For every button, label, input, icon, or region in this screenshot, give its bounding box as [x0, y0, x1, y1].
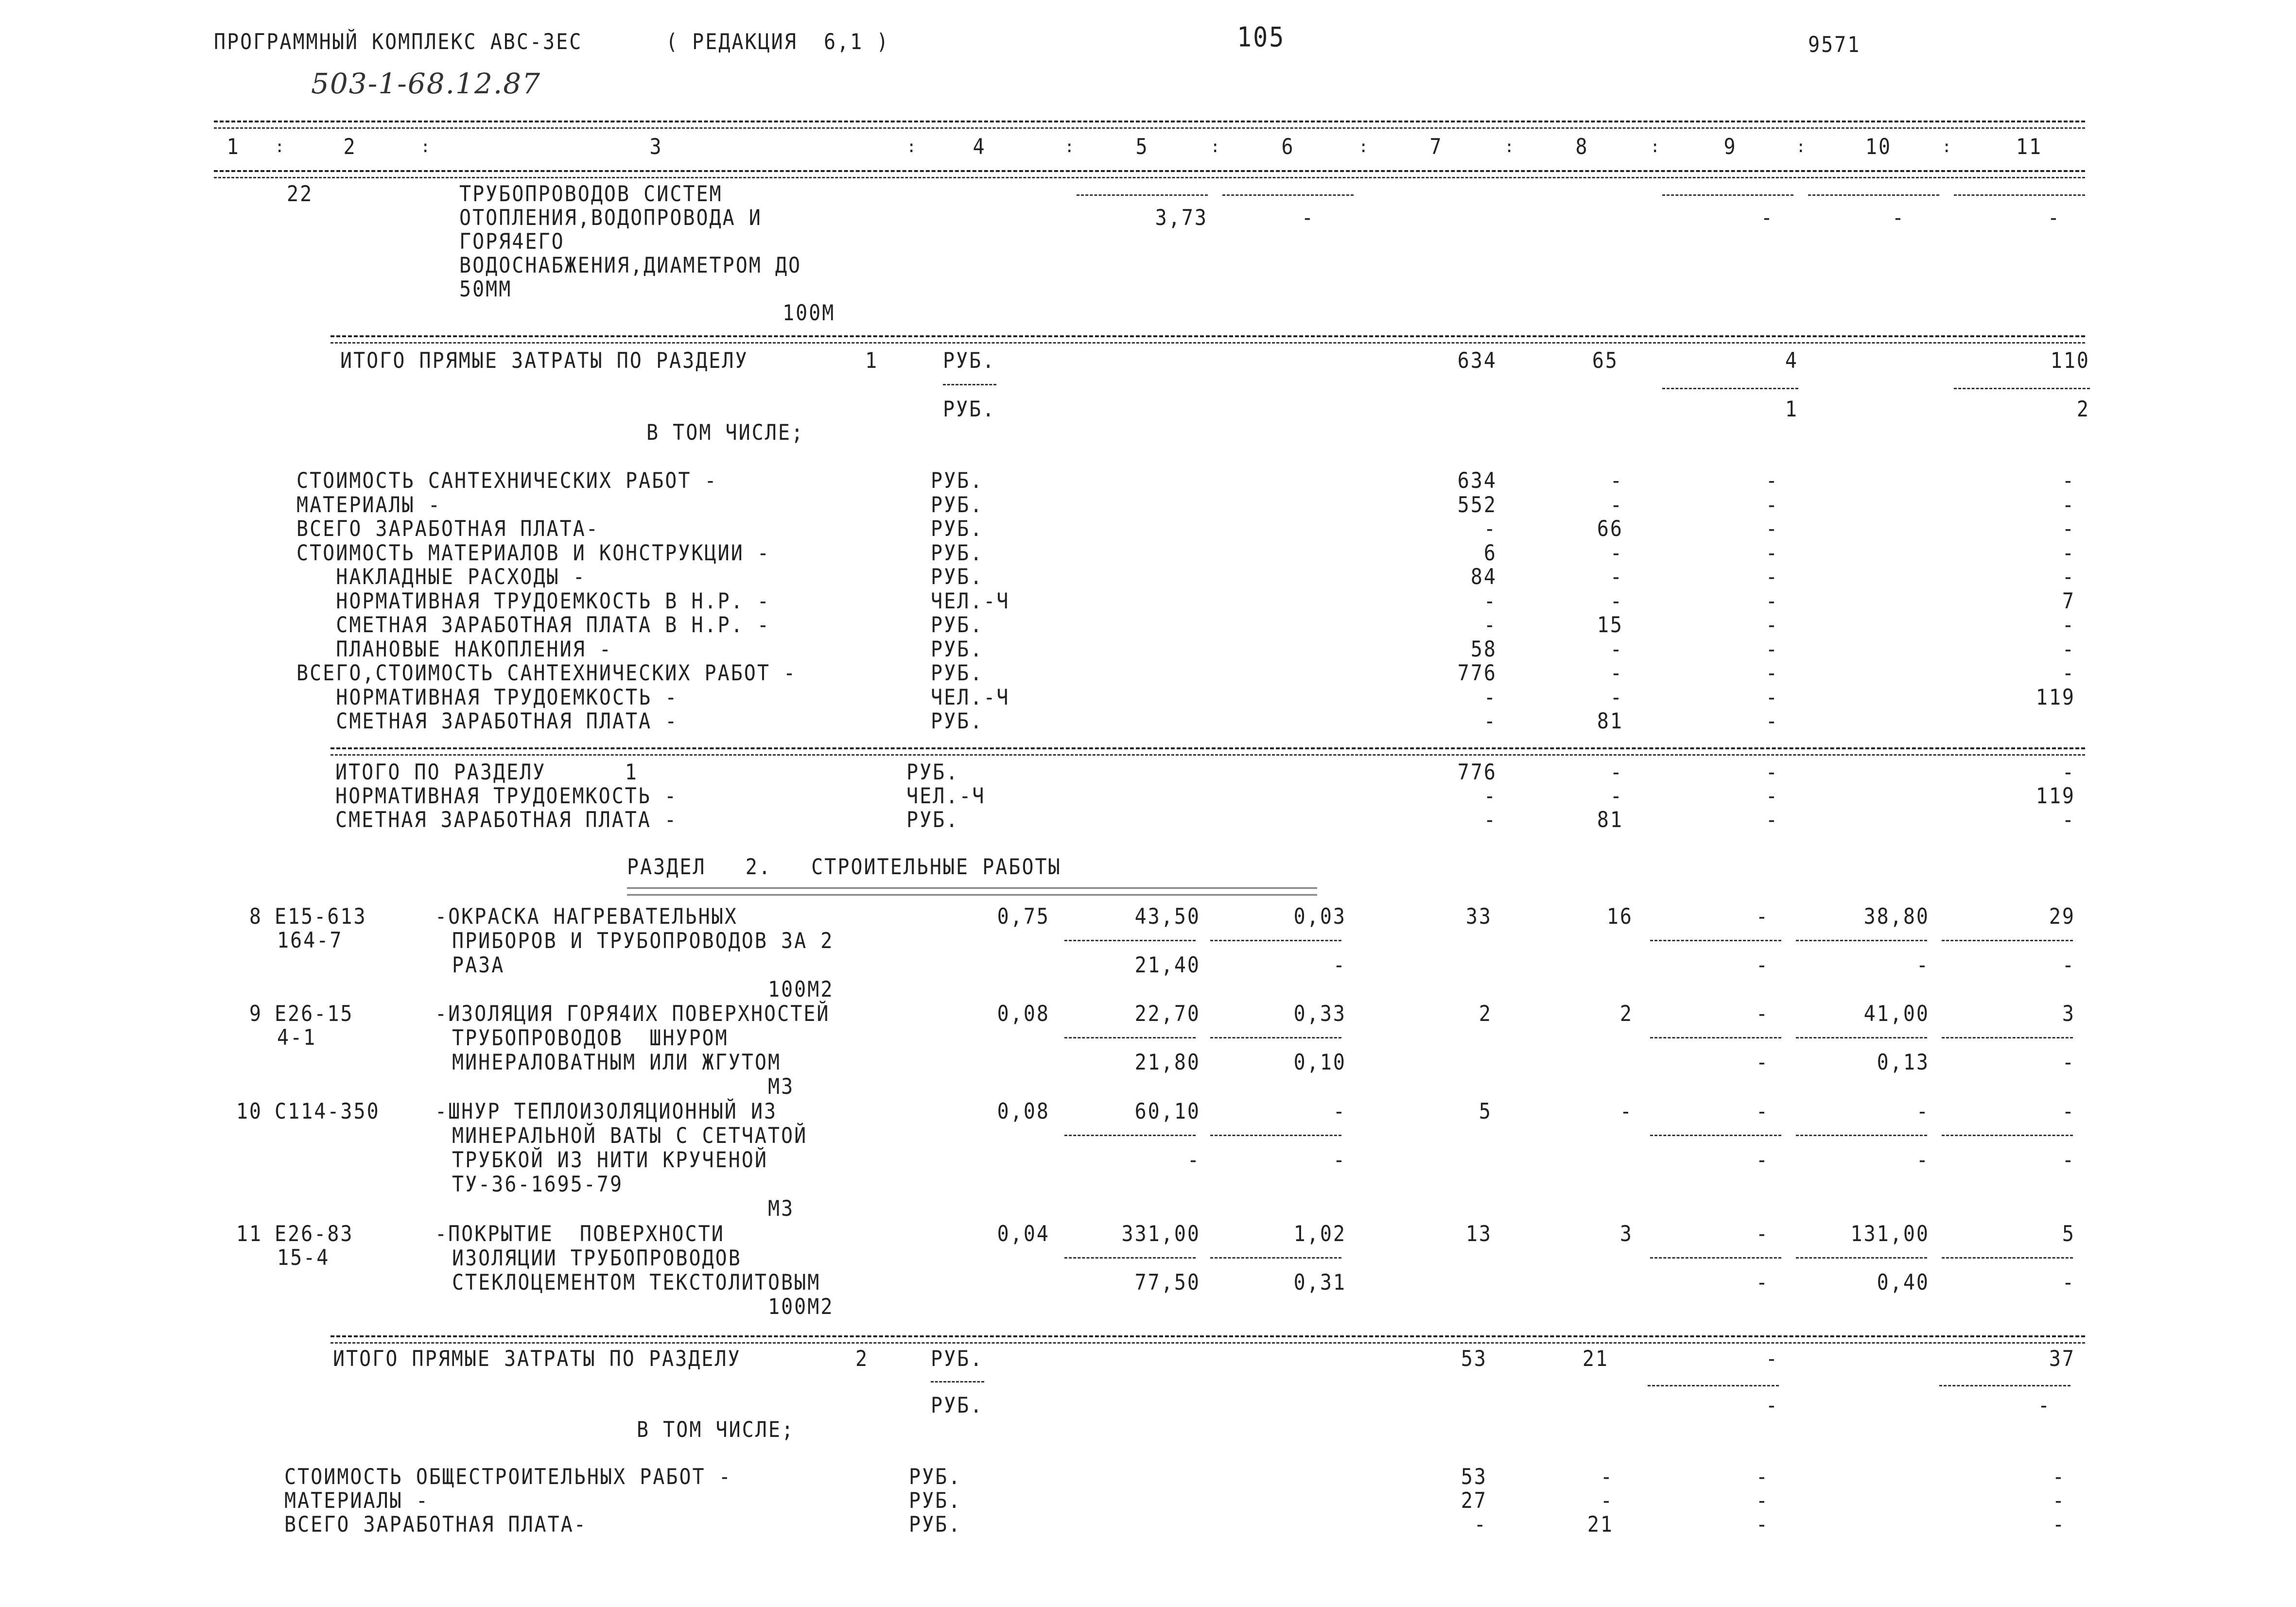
- item-desc-line: ИЗОЛЯЦИИ ТРУБОПРОВОДОВ: [452, 1245, 742, 1271]
- item-code-2: 164-7: [277, 928, 343, 953]
- split-rule: [1064, 1037, 1196, 1038]
- split-rule: [1650, 1037, 1781, 1038]
- cell-c9: -: [1765, 612, 1779, 638]
- item-desc-line: ТРУБКОЙ ИЗ НИТИ КРУЧЕНОЙ: [452, 1147, 768, 1173]
- section-2-title: РАЗДЕЛ 2. СТРОИТЕЛЬНЫЕ РАБОТЫ: [627, 854, 1061, 880]
- row-label: СТОИМОСТЬ ОБЩЕСТРОИТЕЛЬНЫХ РАБОТ -: [284, 1464, 732, 1490]
- row-label: МАТЕРИАЛЫ -: [284, 1488, 429, 1514]
- col-header-11: 11: [2016, 134, 2043, 160]
- cell-c7: 13: [1465, 1221, 1492, 1247]
- cell-c9: -: [1765, 685, 1779, 710]
- section-rule-2: [330, 754, 2085, 756]
- cell-c8: 21: [1582, 1346, 1609, 1372]
- col-sep: :: [1358, 137, 1369, 156]
- cell-c11: 37: [2049, 1346, 2075, 1372]
- cell-c11: 119: [2035, 783, 2075, 809]
- cell-c11b: -: [2062, 1050, 2075, 1075]
- row-unit: РУБ.: [931, 564, 984, 590]
- split-rule: [931, 1381, 984, 1382]
- including-label: В ТОМ ЧИСЛЕ;: [637, 1417, 795, 1443]
- row-label: СТОИМОСТЬ САНТЕХНИЧЕСКИХ РАБОТ -: [296, 468, 718, 494]
- split-rule: [1650, 940, 1781, 941]
- cell-c7: -: [1483, 685, 1497, 710]
- col-header-5: 5: [1135, 134, 1149, 160]
- row-unit: ЧЕЛ.-Ч: [931, 685, 1010, 710]
- cell-c10b: -: [1892, 205, 1905, 231]
- split-rule: [1210, 940, 1341, 941]
- section-rule: [330, 1335, 2085, 1337]
- row-unit: РУБ.: [931, 516, 984, 542]
- cell-c5: 43,50: [1134, 904, 1200, 930]
- cell-c7: -: [1483, 612, 1497, 638]
- item-desc-line: ТРУБОПРОВОДОВ ШНУРОМ: [452, 1025, 729, 1051]
- cell-c11b: -: [2047, 205, 2061, 231]
- split-rule: [1077, 194, 1208, 196]
- cell-c11b: -: [2062, 1270, 2075, 1296]
- row-label: ПЛАНОВЫЕ НАКОПЛЕНИЯ -: [296, 637, 612, 662]
- item-desc-line: -ОКРАСКА НАГРЕВАТЕЛЬНЫХ: [435, 904, 738, 930]
- cell-c6: 0,03: [1293, 904, 1346, 930]
- cell-c11: -: [2062, 660, 2075, 686]
- row-label: ВСЕГО,СТОИМОСТЬ САНТЕХНИЧЕСКИХ РАБОТ -: [296, 660, 797, 686]
- top-rule-2: [214, 127, 2085, 129]
- col-sep: :: [1796, 137, 1806, 156]
- item-desc-line: РАЗА: [452, 952, 505, 978]
- split-rule: [1796, 940, 1927, 941]
- row-unit: РУБ.: [931, 660, 984, 686]
- cell-c8: -: [1610, 685, 1623, 710]
- top-rule: [214, 121, 2085, 122]
- cell-c7: 552: [1457, 492, 1497, 518]
- cell-c5b: 3,73: [1155, 205, 1208, 231]
- cell-c9: -: [1765, 783, 1779, 809]
- cell-c9: -: [1765, 516, 1779, 542]
- cell-c11: -: [2062, 516, 2075, 542]
- cell-c6b: 0,31: [1293, 1270, 1346, 1296]
- col-sep: :: [1942, 137, 1952, 156]
- cell-c8: 66: [1597, 516, 1623, 542]
- item-code-2: 4-1: [277, 1025, 317, 1051]
- split-rule: [1796, 1257, 1927, 1259]
- item-unit: 100М: [783, 300, 835, 326]
- item-desc-line: ПРИБОРОВ И ТРУБОПРОВОДОВ ЗА 2: [452, 928, 834, 954]
- cell-c11: -: [2062, 492, 2075, 518]
- item-number: 11: [236, 1221, 262, 1247]
- row-unit: РУБ.: [931, 492, 984, 518]
- cell-c7: 53: [1461, 1346, 1487, 1372]
- cell-c8: -: [1610, 588, 1623, 614]
- cell-c11: 7: [2062, 588, 2075, 614]
- cell-c11: -: [2062, 468, 2075, 494]
- col-sep: :: [1650, 137, 1660, 156]
- cell-c11: -: [2052, 1464, 2066, 1490]
- cell-c5b: 21,80: [1134, 1050, 1200, 1075]
- cell-c6: 0,33: [1293, 1001, 1346, 1027]
- cell-c7: -: [1483, 807, 1497, 833]
- split-rule: [1942, 940, 2073, 941]
- item-desc-line: ОТОПЛЕНИЯ,ВОДОПРОВОДА И: [459, 205, 762, 231]
- split-rule: [1210, 1257, 1341, 1259]
- cell-c7: 5: [1478, 1099, 1492, 1124]
- item-number: 22: [287, 181, 313, 207]
- cell-c8: -: [1600, 1464, 1614, 1490]
- cell-c9: -: [1765, 760, 1779, 785]
- cell-c8: 81: [1597, 708, 1623, 734]
- item-unit: 100М2: [768, 977, 834, 1002]
- cell-c11: 3: [2062, 1001, 2075, 1027]
- cell-c7: 6: [1483, 540, 1497, 566]
- row-label: НОРМАТИВНАЯ ТРУДОЕМКОСТЬ -: [296, 685, 678, 710]
- cell-c8: -: [1610, 660, 1623, 686]
- cell-c11: 29: [2049, 904, 2075, 930]
- row-label: НОРМАТИВНАЯ ТРУДОЕМКОСТЬ В Н.Р. -: [296, 588, 770, 614]
- row-unit: РУБ.: [909, 1464, 962, 1490]
- cell-c9b: -: [1756, 1147, 1769, 1173]
- item-code: С114-350: [275, 1099, 380, 1124]
- row-label: ВСЕГО ЗАРАБОТНАЯ ПЛАТА-: [284, 1512, 587, 1538]
- row-label: ИТОГО ПО РАЗДЕЛУ 1: [335, 760, 638, 785]
- section-rule: [330, 747, 2085, 749]
- page-number: 105: [1237, 21, 1286, 53]
- section-number: 1: [865, 348, 879, 374]
- row-label: СТОИМОСТЬ МАТЕРИАЛОВ И КОНСТРУКЦИИ -: [296, 540, 770, 566]
- col-header-8: 8: [1575, 134, 1589, 160]
- cell-c11: -: [2062, 540, 2075, 566]
- cell-c9: -: [1756, 1488, 1769, 1514]
- cell-c9: -: [1765, 660, 1779, 686]
- unit: РУБ.: [931, 1346, 984, 1372]
- cell-c7: 2: [1478, 1001, 1492, 1027]
- row-unit: РУБ.: [909, 1512, 962, 1538]
- row-unit: РУБ.: [909, 1488, 962, 1514]
- section-rule-2: [330, 342, 2085, 344]
- cell-c8: 81: [1597, 807, 1623, 833]
- cell-c7: -: [1483, 516, 1497, 542]
- cell-c10: 131,00: [1850, 1221, 1930, 1247]
- title-underline: [627, 887, 1317, 889]
- cell-c6b: -: [1333, 1147, 1346, 1173]
- cell-c8: -: [1610, 564, 1623, 590]
- row-label: НОРМАТИВНАЯ ТРУДОЕМКОСТЬ -: [335, 783, 678, 809]
- cell-c11: -: [2052, 1512, 2066, 1538]
- item-desc-line: ВОДОСНАБЖЕНИЯ,ДИАМЕТРОМ ДО: [459, 253, 802, 278]
- cell-c11: -: [2052, 1488, 2066, 1514]
- cell-c11: 119: [2035, 685, 2075, 710]
- col-header-6: 6: [1281, 134, 1295, 160]
- col-header-10: 10: [1865, 134, 1892, 160]
- item-desc-line: ГОРЯ4ЕГО: [459, 229, 565, 255]
- cell-c7: 634: [1457, 468, 1497, 494]
- row-label: СМЕТНАЯ ЗАРАБОТНАЯ ПЛАТА -: [335, 807, 678, 833]
- header-bottom-rule-2: [214, 177, 2085, 178]
- cell-c8: 65: [1592, 348, 1618, 374]
- cell-c7: 53: [1461, 1464, 1487, 1490]
- split-rule: [1939, 1385, 2070, 1386]
- item-code: Е26-83: [275, 1221, 354, 1247]
- col-sep: :: [906, 137, 917, 156]
- cell-c7: -: [1483, 783, 1497, 809]
- cell-c10b: 0,13: [1877, 1050, 1930, 1075]
- unit: РУБ.: [943, 348, 996, 374]
- cell-c9: -: [1756, 904, 1769, 930]
- cell-c11: -: [2062, 760, 2075, 785]
- cell-c9: -: [1765, 588, 1779, 614]
- total-label: ИТОГО ПРЯМЫЕ ЗАТРАТЫ ПО РАЗДЕЛУ: [333, 1346, 741, 1372]
- section-rule-2: [330, 1342, 2085, 1344]
- item-number: 8: [249, 904, 262, 930]
- cell-c7: 58: [1470, 637, 1497, 662]
- cell-c8: -: [1610, 760, 1623, 785]
- item-desc-line: МИНЕРАЛЬНОЙ ВАТЫ С СЕТЧАТОЙ: [452, 1123, 808, 1149]
- cell-c9: -: [1765, 540, 1779, 566]
- split-rule: [1064, 940, 1196, 941]
- cell-c7: -: [1483, 588, 1497, 614]
- cell-c5b: -: [1187, 1147, 1200, 1173]
- item-code: Е26-15: [275, 1001, 354, 1027]
- cell-c10b: 0,40: [1877, 1270, 1930, 1296]
- cell-c5: 60,10: [1134, 1099, 1200, 1124]
- split-rule: [1954, 194, 2085, 196]
- cell-c8: -: [1610, 492, 1623, 518]
- section-rule: [330, 335, 2085, 337]
- cell-c7: -: [1474, 1512, 1487, 1538]
- cell-c7: 27: [1461, 1488, 1487, 1514]
- cell-c9b: -: [1760, 205, 1774, 231]
- split-rule: [1796, 1037, 1927, 1038]
- cell-c8: 21: [1587, 1512, 1614, 1538]
- item-desc-line: СТЕКЛОЦЕМЕНТОМ ТЕКСТОЛИТОВЫМ: [452, 1270, 821, 1296]
- cell-c8: -: [1610, 468, 1623, 494]
- cell-c10b: -: [1916, 1147, 1930, 1173]
- item-desc-line: -ИЗОЛЯЦИЯ ГОРЯ4ИХ ПОВЕРХНОСТЕЙ: [435, 1001, 830, 1027]
- col-sep: :: [275, 137, 285, 156]
- row-label: ВСЕГО ЗАРАБОТНАЯ ПЛАТА-: [296, 516, 599, 542]
- split-rule: [1796, 1135, 1927, 1136]
- split-rule: [1210, 1037, 1341, 1038]
- split-rule: [1662, 194, 1793, 196]
- col-sep: :: [420, 137, 431, 156]
- cell-c9: -: [1765, 807, 1779, 833]
- item-number: 10: [236, 1099, 262, 1124]
- cell-c9: -: [1756, 1001, 1769, 1027]
- col-sep: :: [1064, 137, 1075, 156]
- including-label: В ТОМ ЧИСЛЕ;: [646, 420, 804, 446]
- cell-c6b: -: [1333, 952, 1346, 978]
- cell-c4: 0,75: [997, 904, 1050, 930]
- cell-c6: -: [1333, 1099, 1346, 1124]
- col-header-1: 1: [226, 134, 240, 160]
- row-unit: РУБ.: [931, 612, 984, 638]
- item-desc-line: -ШНУР ТЕПЛОИЗОЛЯЦИОННЫЙ ИЗ: [435, 1099, 778, 1124]
- cell-c11: -: [2062, 637, 2075, 662]
- col-header-9: 9: [1723, 134, 1737, 160]
- split-rule: [1942, 1135, 2073, 1136]
- cell-c6b: -: [1301, 205, 1315, 231]
- split-rule: [1650, 1257, 1781, 1259]
- col-header-3: 3: [649, 134, 663, 160]
- cell-c9b: -: [1756, 1270, 1769, 1296]
- cell-c6b: 0,10: [1293, 1050, 1346, 1075]
- row-label: СМЕТНАЯ ЗАРАБОТНАЯ ПЛАТА В Н.Р. -: [296, 612, 770, 638]
- split-rule: [1648, 1385, 1779, 1386]
- cell-c9: -: [1765, 708, 1779, 734]
- program-title: ПРОГРАММНЫЙ КОМПЛЕКС АВС-3ЕС: [214, 29, 583, 55]
- section-number: 2: [855, 1346, 869, 1372]
- item-desc-line: ТРУБОПРОВОДОВ СИСТЕМ: [459, 181, 723, 207]
- cell-c7: -: [1483, 708, 1497, 734]
- split-rule: [1942, 1257, 2073, 1259]
- split-rule: [1942, 1037, 2073, 1038]
- split-rule: [1650, 1135, 1781, 1136]
- cell-c9b: -: [1756, 952, 1769, 978]
- cell-c8: 2: [1619, 1001, 1633, 1027]
- row-label: НАКЛАДНЫЕ РАСХОДЫ -: [296, 564, 586, 590]
- row-unit: ЧЕЛ.-Ч: [906, 783, 986, 809]
- col-header-7: 7: [1429, 134, 1443, 160]
- cell-c11: 5: [2062, 1221, 2075, 1247]
- cell-c5b: 77,50: [1134, 1270, 1200, 1296]
- cell-c9: -: [1756, 1464, 1769, 1490]
- cell-c11: -: [2062, 564, 2075, 590]
- cell-c4: 0,08: [997, 1001, 1050, 1027]
- cell-c9: -: [1756, 1099, 1769, 1124]
- cell-c8: -: [1610, 783, 1623, 809]
- title-underline-2: [627, 894, 1317, 896]
- item-unit: М3: [768, 1196, 795, 1222]
- cell-c9: -: [1765, 637, 1779, 662]
- cell-c8: -: [1610, 637, 1623, 662]
- item-desc-line: 50ММ: [459, 276, 512, 302]
- row-label: МАТЕРИАЛЫ -: [296, 492, 441, 518]
- split-rule: [1808, 194, 1939, 196]
- cell-c5: 22,70: [1134, 1001, 1200, 1027]
- split-rule: [1064, 1257, 1196, 1259]
- cell-c11: -: [2062, 1099, 2075, 1124]
- item-code: Е15-613: [275, 904, 367, 930]
- cell-c10: -: [1916, 1099, 1930, 1124]
- cell-c9: -: [1756, 1221, 1769, 1247]
- item-desc-line: -ПОКРЫТИЕ ПОВЕРХНОСТИ: [435, 1221, 725, 1247]
- cell-c11b: -: [2062, 1147, 2075, 1173]
- split-rule: [1210, 1135, 1341, 1136]
- cell-c11: -: [2062, 612, 2075, 638]
- cell-c11: 110: [2050, 348, 2090, 374]
- col-sep: :: [1504, 137, 1514, 156]
- split-rule: [1064, 1135, 1196, 1136]
- cell-c5: 331,00: [1121, 1221, 1200, 1247]
- cell-c6: 1,02: [1293, 1221, 1346, 1247]
- cell-c8: 16: [1606, 904, 1633, 930]
- row-unit: РУБ.: [931, 468, 984, 494]
- cell-c9b: -: [1765, 1393, 1779, 1418]
- cell-c8: -: [1600, 1488, 1614, 1514]
- cell-c10b: -: [1916, 952, 1930, 978]
- cell-c4: 0,08: [997, 1099, 1050, 1124]
- row-label: СМЕТНАЯ ЗАРАБОТНАЯ ПЛАТА -: [296, 708, 678, 734]
- cell-c8: -: [1610, 540, 1623, 566]
- cell-c11b: -: [2062, 952, 2075, 978]
- cell-c8: -: [1619, 1099, 1633, 1124]
- handwritten-reference: 503-1-68.12.87: [311, 67, 541, 100]
- cell-c9: -: [1765, 492, 1779, 518]
- document-code: 9571: [1808, 32, 1861, 58]
- header-bottom-rule: [214, 170, 2085, 172]
- item-unit: М3: [768, 1074, 795, 1100]
- item-desc-line: МИНЕРАЛОВАТНЫМ ИЛИ ЖГУТОМ: [452, 1050, 782, 1075]
- cell-c9: -: [1765, 468, 1779, 494]
- item-desc-line: ТУ-36-1695-79: [452, 1172, 624, 1197]
- unit-2: РУБ.: [931, 1393, 984, 1418]
- cell-c10: 38,80: [1863, 904, 1930, 930]
- cell-c7: 33: [1465, 904, 1492, 930]
- cell-c7: 776: [1457, 760, 1497, 785]
- cell-c4: 0,04: [997, 1221, 1050, 1247]
- row-unit: ЧЕЛ.-Ч: [931, 588, 1010, 614]
- split-rule: [1954, 388, 2090, 389]
- split-rule: [1222, 194, 1354, 196]
- cell-c7: 634: [1457, 348, 1497, 374]
- cell-c5b: 21,40: [1134, 952, 1200, 978]
- col-header-2: 2: [343, 134, 357, 160]
- cell-c11: -: [2062, 807, 2075, 833]
- item-unit: 100М2: [768, 1294, 834, 1320]
- cell-c10: 41,00: [1863, 1001, 1930, 1027]
- cell-c11b: -: [2037, 1393, 2051, 1418]
- split-rule: [943, 384, 996, 385]
- cell-c11b: 2: [2076, 397, 2090, 422]
- row-unit: РУБ.: [931, 637, 984, 662]
- cell-c7: 776: [1457, 660, 1497, 686]
- col-sep: :: [1210, 137, 1220, 156]
- cell-c8: 3: [1619, 1221, 1633, 1247]
- cell-c9: -: [1765, 1346, 1779, 1372]
- row-unit: РУБ.: [931, 708, 984, 734]
- cell-c8: 15: [1597, 612, 1623, 638]
- cell-c9: -: [1765, 564, 1779, 590]
- unit-2: РУБ.: [943, 397, 996, 422]
- edition-label: ( РЕДАКЦИЯ 6,1 ): [666, 29, 890, 55]
- row-unit: РУБ.: [931, 540, 984, 566]
- item-number: 9: [249, 1001, 262, 1027]
- cell-c9b: -: [1756, 1050, 1769, 1075]
- cell-c9b: 1: [1785, 397, 1798, 422]
- row-unit: РУБ.: [906, 760, 959, 785]
- cell-c7: 84: [1470, 564, 1497, 590]
- cell-c9: 4: [1785, 348, 1798, 374]
- cell-c9: -: [1756, 1512, 1769, 1538]
- row-unit: РУБ.: [906, 807, 959, 833]
- item-code-2: 15-4: [277, 1245, 330, 1271]
- col-header-4: 4: [973, 134, 986, 160]
- total-label: ИТОГО ПРЯМЫЕ ЗАТРАТЫ ПО РАЗДЕЛУ: [340, 348, 748, 374]
- split-rule: [1662, 388, 1798, 389]
